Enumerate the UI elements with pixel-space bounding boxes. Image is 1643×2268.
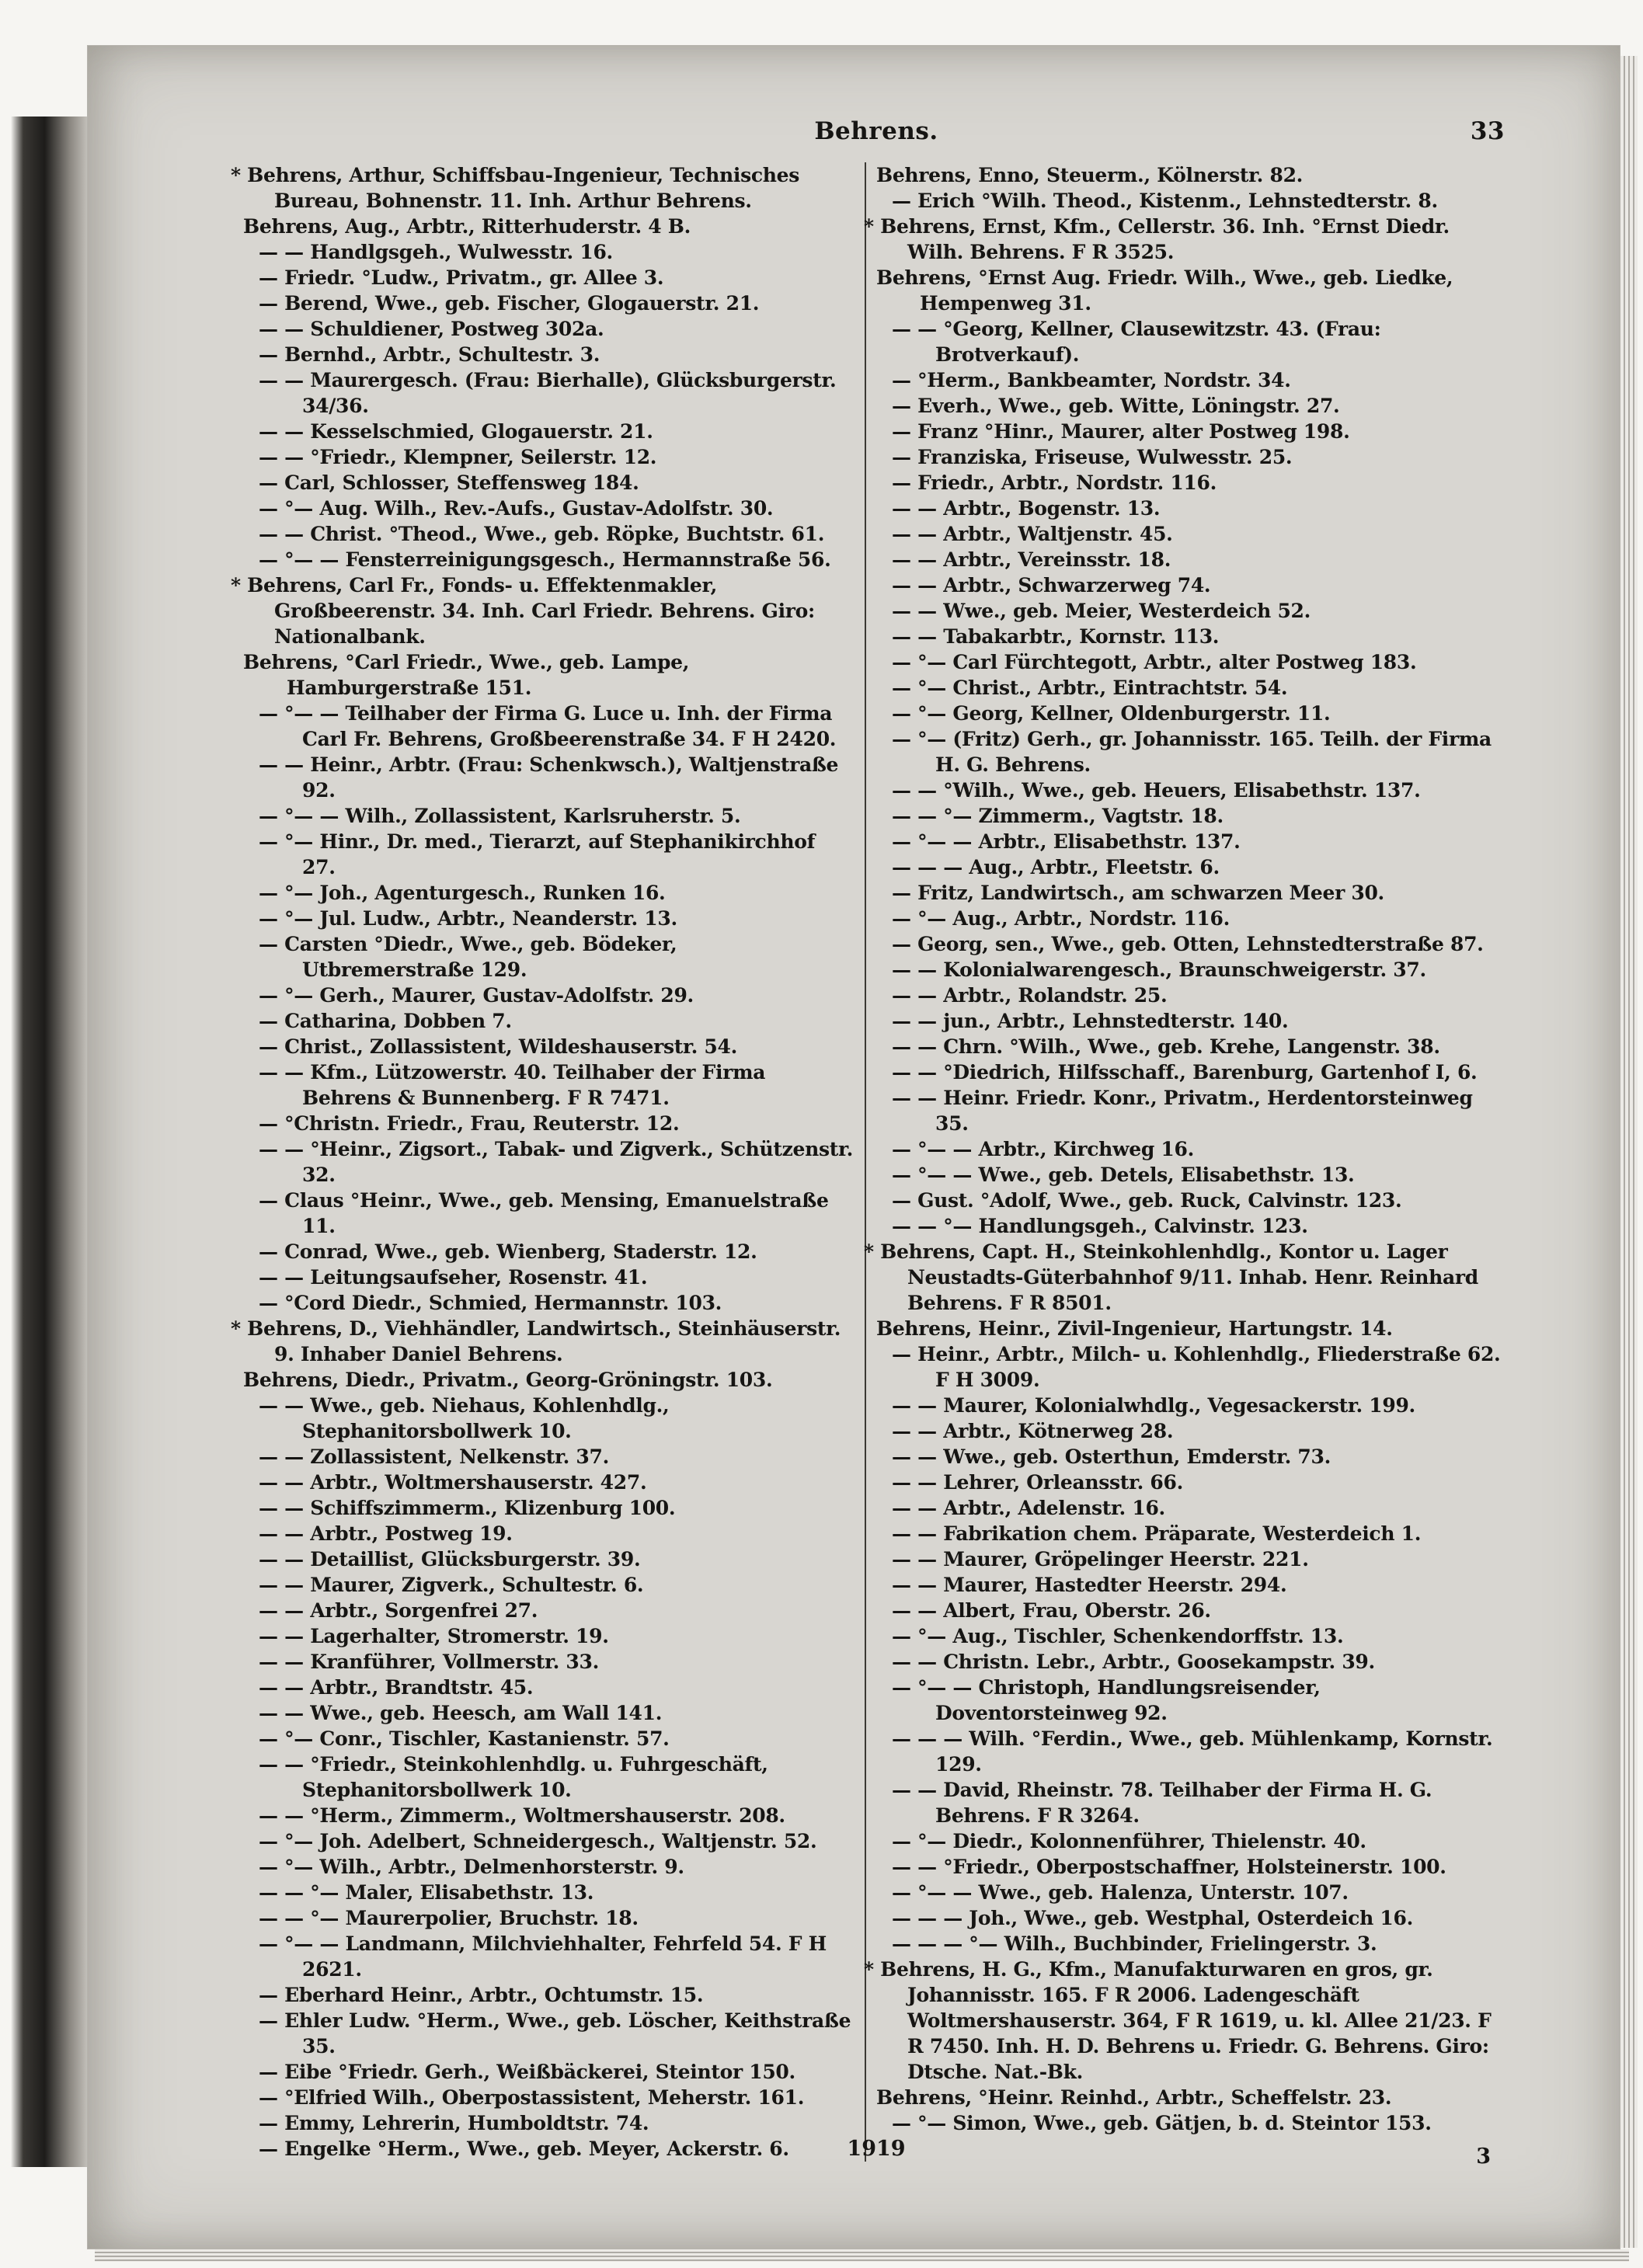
directory-entry: — Carl, Schlosser, Steffensweg 184. xyxy=(259,471,639,494)
directory-entry: — — Lagerhalter, Stromerstr. 19. xyxy=(259,1625,609,1647)
directory-entry: — Franziska, Friseuse, Wulwesstr. 25. xyxy=(892,446,1293,468)
directory-entry: — — Schiffszimmerm., Klizenburg 100. xyxy=(259,1497,676,1519)
directory-entry: Behrens, °Carl Friedr., Wwe., geb. Lampe, Hamburgerstraße 151. xyxy=(243,651,690,699)
directory-entry: — — Wwe., geb. Niehaus, Kohlenhdlg., Stephanitorsbollwerk 10. xyxy=(259,1394,670,1442)
directory-entry: — — Arbtr., Rolandstr. 25. xyxy=(892,984,1168,1007)
directory-entry: — — — °— Wilh., Buchbinder, Frielingerstr. 3. xyxy=(892,1932,1377,1955)
directory-entry: Behrens, Heinr., Zivil-Ingenieur, Hartungstr. 14. xyxy=(876,1317,1393,1340)
directory-entry: — — Christn. Lebr., Arbtr., Goosekampstr. 39. xyxy=(892,1651,1375,1673)
directory-entry: — — Zollassistent, Nelkenstr. 37. xyxy=(259,1445,609,1468)
directory-entry: — Eberhard Heinr., Arbtr., Ochtumstr. 15. xyxy=(259,1984,704,2006)
directory-entry: * Behrens, D., Viehhändler, Landwirtsch., Steinhäuserstr. 9. Inhaber Daniel Behrens. xyxy=(231,1317,841,1365)
directory-entry: — — Arbtr., Vereinsstr. 18. xyxy=(892,548,1171,571)
directory-entry: — — David, Rheinstr. 78. Teilhaber der Firma H. G. Behrens. F R 3264. xyxy=(892,1779,1432,1827)
directory-entry: — — Arbtr., Schwarzerweg 74. xyxy=(892,574,1211,597)
directory-entry: — — Arbtr., Postweg 19. xyxy=(259,1522,513,1545)
directory-entry: — — °Herm., Zimmerm., Woltmershauserstr. 208. xyxy=(259,1804,785,1827)
directory-entry: — — — Joh., Wwe., geb. Westphal, Osterdeich 16. xyxy=(892,1907,1413,1929)
directory-entry: — °Cord Diedr., Schmied, Hermannstr. 103. xyxy=(259,1292,722,1314)
directory-entry: — Bernhd., Arbtr., Schultestr. 3. xyxy=(259,343,600,366)
directory-entry: — Friedr. °Ludw., Privatm., gr. Allee 3. xyxy=(259,266,664,289)
directory-entry: — — Lehrer, Orleansstr. 66. xyxy=(892,1471,1184,1494)
directory-entry: Behrens, Diedr., Privatm., Georg-Gröningstr. 103. xyxy=(243,1369,773,1391)
directory-entry: — °— — Arbtr., Elisabethstr. 137. xyxy=(892,830,1241,853)
directory-entry: — — Heinr., Arbtr. (Frau: Schenkwsch.), Waltjenstraße 92. xyxy=(259,753,839,802)
directory-entry: — — Kesselschmied, Glogauerstr. 21. xyxy=(259,420,653,443)
directory-entry: — °— Joh., Agenturgesch., Runken 16. xyxy=(259,882,666,904)
directory-entry: — — °— Handlungsgeh., Calvinstr. 123. xyxy=(892,1215,1308,1237)
directory-entry: — Friedr., Arbtr., Nordstr. 116. xyxy=(892,471,1217,494)
directory-entry: — Georg, sen., Wwe., geb. Otten, Lehnstedterstraße 87. xyxy=(892,933,1484,955)
footer-year: 1919 xyxy=(847,2137,906,2161)
directory-entry: — °— Aug., Arbtr., Nordstr. 116. xyxy=(892,907,1231,930)
directory-entry: — — Maurer, Gröpelinger Heerstr. 221. xyxy=(892,1548,1309,1571)
directory-entry: — Fritz, Landwirtsch., am schwarzen Meer 30. xyxy=(892,882,1384,904)
directory-entry: — °Christn. Friedr., Frau, Reuterstr. 12. xyxy=(259,1112,680,1135)
directory-entry: — Carsten °Diedr., Wwe., geb. Bödeker, Utbremerstraße 129. xyxy=(259,933,677,981)
directory-entry: — Ehler Ludw. °Herm., Wwe., geb. Löscher, Keithstraße 35. xyxy=(259,2009,851,2058)
directory-entry: Behrens, °Ernst Aug. Friedr. Wilh., Wwe., geb. Liedke, Hempenweg 31. xyxy=(876,266,1453,315)
directory-entry: — — Arbtr., Bogenstr. 13. xyxy=(892,497,1161,520)
footer-sheet-number: 3 xyxy=(1476,2145,1491,2169)
directory-entry: — Gust. °Adolf, Wwe., geb. Ruck, Calvinstr. 123. xyxy=(892,1189,1402,1212)
directory-entry: — Franz °Hinr., Maurer, alter Postweg 198. xyxy=(892,420,1350,443)
directory-entry: — °— Hinr., Dr. med., Tierarzt, auf Stephanikirchhof 27. xyxy=(259,830,816,878)
directory-entry: — — Christ. °Theod., Wwe., geb. Röpke, Buchtstr. 61. xyxy=(259,523,825,545)
directory-entry: — Emmy, Lehrerin, Humboldtstr. 74. xyxy=(259,2112,649,2134)
directory-entry: — °— — Christoph, Handlungsreisender, Doventorsteinweg 92. xyxy=(892,1676,1321,1724)
directory-entry: — Erich °Wilh. Theod., Kistenm., Lehnstedterstr. 8. xyxy=(892,190,1438,212)
directory-entry: * Behrens, Ernst, Kfm., Cellerstr. 36. Inh. °Ernst Diedr. Wilh. Behrens. F R 3525. xyxy=(864,215,1450,263)
directory-entry: — — Kfm., Lützowerstr. 40. Teilhaber der Firma Behrens & Bunnenberg. F R 7471. xyxy=(259,1061,766,1109)
directory-entry: — °— — Wwe., geb. Detels, Elisabethstr. 13. xyxy=(892,1164,1355,1186)
directory-entry: — — — Wilh. °Ferdin., Wwe., geb. Mühlenkamp, Kornstr. 129. xyxy=(892,1727,1493,1776)
page-number: 33 xyxy=(1470,117,1505,145)
directory-entry: * Behrens, Capt. H., Steinkohlenhdlg., Kontor u. Lager Neustadts-Güterbahnhof 9/11. Inhab. Henr. Reinhard Behrens. F R 8501. xyxy=(864,1240,1478,1314)
directory-entry: — — Chrn. °Wilh., Wwe., geb. Krehe, Langenstr. 38. xyxy=(892,1035,1440,1058)
directory-entry: — Engelke °Herm., Wwe., geb. Meyer, Ackerstr. 6. xyxy=(259,2138,789,2160)
directory-entry: Behrens, °Heinr. Reinhd., Arbtr., Scheffelstr. 23. xyxy=(876,2086,1392,2109)
directory-entry: — — Schuldiener, Postweg 302a. xyxy=(259,318,604,340)
book-spine-shadow xyxy=(0,117,89,2167)
directory-entry: — — °— Maurerpolier, Bruchstr. 18. xyxy=(259,1907,639,1929)
directory-entry: — — °Friedr., Klempner, Seilerstr. 12. xyxy=(259,446,657,468)
directory-entry: — — °Wilh., Wwe., geb. Heuers, Elisabethstr. 137. xyxy=(892,779,1421,802)
directory-entry: — — Handlgsgeh., Wulwesstr. 16. xyxy=(259,241,613,263)
directory-entry: — — °— Maler, Elisabethstr. 13. xyxy=(259,1881,594,1904)
column-divider xyxy=(865,162,866,2162)
directory-entry: — — Wwe., geb. Meier, Westerdeich 52. xyxy=(892,600,1311,622)
directory-entry: * Behrens, H. G., Kfm., Manufakturwaren en gros, gr. Johannisstr. 165. F R 2006. Ladengeschäft Woltmershauserstr. 364, F R 1619, u. kl. Allee 21/23. F R 7450. Inh. H. D. Behrens u. Friedr. G. Behrens. Giro: Dtsche. Nat.-Bk. xyxy=(864,1958,1492,2083)
directory-entry: — °— Simon, Wwe., geb. Gätjen, b. d. Steintor 153. xyxy=(892,2112,1432,2134)
directory-content xyxy=(231,162,1509,2162)
directory-entry: — — Albert, Frau, Oberstr. 26. xyxy=(892,1599,1211,1622)
directory-entry: — °— Carl Fürchtegott, Arbtr., alter Postweg 183. xyxy=(892,651,1417,673)
directory-entry: — — Tabakarbtr., Kornstr. 113. xyxy=(892,625,1220,648)
directory-entry: — — °Heinr., Zigsort., Tabak- und Zigverk., Schützenstr. 32. xyxy=(259,1138,854,1186)
directory-entry: — °— — Teilhaber der Firma G. Luce u. Inh. der Firma Carl Fr. Behrens, Großbeerenstraße 34. F H 2420. xyxy=(259,702,837,750)
directory-entry: — °— Jul. Ludw., Arbtr., Neanderstr. 13. xyxy=(259,907,677,930)
directory-entry: Behrens, Enno, Steuerm., Kölnerstr. 82. xyxy=(876,164,1304,186)
page-footer xyxy=(243,2137,1509,2169)
directory-entry: — — Arbtr., Adelenstr. 16. xyxy=(892,1497,1165,1519)
directory-entry: — — °Friedr., Oberpostschaffner, Holsteinerstr. 100. xyxy=(892,1856,1446,1878)
directory-entry: — — Arbtr., Sorgenfrei 27. xyxy=(259,1599,538,1622)
directory-entry: — °— Aug. Wilh., Rev.-Aufs., Gustav-Adolfstr. 30. xyxy=(259,497,774,520)
directory-entry: — °— Wilh., Arbtr., Delmenhorsterstr. 9. xyxy=(259,1856,684,1878)
directory-entry: — °Herm., Bankbeamter, Nordstr. 34. xyxy=(892,369,1291,391)
directory-entry: — °— Christ., Arbtr., Eintrachtstr. 54. xyxy=(892,677,1288,699)
directory-entry: — — Kranführer, Vollmerstr. 33. xyxy=(259,1651,600,1673)
directory-entry: — °— — Arbtr., Kirchweg 16. xyxy=(892,1138,1194,1160)
page-stack-edge-bottom xyxy=(95,2249,1629,2262)
directory-entry: — — °Friedr., Steinkohlenhdlg. u. Fuhrgeschäft, Stephanitorsbollwerk 10. xyxy=(259,1753,768,1801)
directory-entry: — Christ., Zollassistent, Wildeshauserstr. 54. xyxy=(259,1035,737,1058)
directory-entry: — Berend, Wwe., geb. Fischer, Glogauerstr. 21. xyxy=(259,292,760,315)
directory-entry: — — °Diedrich, Hilfsschaff., Barenburg, Gartenhof I, 6. xyxy=(892,1061,1478,1084)
directory-entry: — — Heinr. Friedr. Konr., Privatm., Herdentorsteinweg 35. xyxy=(892,1087,1473,1135)
page-header xyxy=(243,117,1509,145)
directory-entry: — — Fabrikation chem. Präparate, Westerdeich 1. xyxy=(892,1522,1422,1545)
directory-entry: — °— Joh. Adelbert, Schneidergesch., Waltjenstr. 52. xyxy=(259,1830,817,1852)
directory-entry: — — Wwe., geb. Osterthun, Emderstr. 73. xyxy=(892,1445,1331,1468)
directory-entry: — °— Conr., Tischler, Kastanienstr. 57. xyxy=(259,1727,670,1750)
left-column xyxy=(231,162,854,2162)
directory-entry: — — Maurer, Hastedter Heerstr. 294. xyxy=(892,1574,1287,1596)
page-stack-edge-right xyxy=(1620,56,1638,2248)
directory-page xyxy=(87,45,1620,2249)
directory-entry: — °Elfried Wilh., Oberpostassistent, Meherstr. 161. xyxy=(259,2086,805,2109)
directory-entry: — Conrad, Wwe., geb. Wienberg, Staderstr. 12. xyxy=(259,1240,757,1263)
directory-entry: — Claus °Heinr., Wwe., geb. Mensing, Emanuelstraße 11. xyxy=(259,1189,829,1237)
directory-entry: — — Maurer, Zigverk., Schultestr. 6. xyxy=(259,1574,644,1596)
directory-entry: — — Detaillist, Glücksburgerstr. 39. xyxy=(259,1548,641,1571)
directory-entry: — °— — Landmann, Milchviehhalter, Fehrfeld 54. F H 2621. xyxy=(259,1932,827,1981)
directory-entry: — — Arbtr., Waltjenstr. 45. xyxy=(892,523,1173,545)
directory-entry: — °— Gerh., Maurer, Gustav-Adolfstr. 29. xyxy=(259,984,694,1007)
directory-entry: — — Maurer, Kolonialwhdlg., Vegesackerstr. 199. xyxy=(892,1394,1415,1417)
directory-entry: — — Maurergesch. (Frau: Bierhalle), Glücksburgerstr. 34/36. xyxy=(259,369,837,417)
directory-entry: — °— — Wwe., geb. Halenza, Unterstr. 107. xyxy=(892,1881,1349,1904)
directory-entry: — — °Georg, Kellner, Clausewitzstr. 43. (Frau: Brotverkauf). xyxy=(892,318,1381,366)
directory-entry: — °— — Fensterreinigungsgesch., Hermannstraße 56. xyxy=(259,548,831,571)
directory-entry: — °— Diedr., Kolonnenführer, Thielenstr. 40. xyxy=(892,1830,1366,1852)
running-title: Behrens. xyxy=(814,117,938,145)
directory-entry: — °— — Wilh., Zollassistent, Karlsruherstr. 5. xyxy=(259,805,741,827)
directory-entry: — Eibe °Friedr. Gerh., Weißbäckerei, Steintor 150. xyxy=(259,2061,795,2083)
directory-entry: — °— (Fritz) Gerh., gr. Johannisstr. 165. Teilh. der Firma H. G. Behrens. xyxy=(892,728,1492,776)
directory-entry: * Behrens, Carl Fr., Fonds- u. Effektenmakler, Großbeerenstr. 34. Inh. Carl Friedr. Behrens. Giro: Nationalbank. xyxy=(231,574,815,648)
directory-entry: — — Wwe., geb. Heesch, am Wall 141. xyxy=(259,1702,663,1724)
directory-entry: — — Leitungsaufseher, Rosenstr. 41. xyxy=(259,1266,648,1289)
directory-entry: — Catharina, Dobben 7. xyxy=(259,1010,512,1032)
directory-entry: — — °— Zimmerm., Vagtstr. 18. xyxy=(892,805,1224,827)
directory-entry: * Behrens, Arthur, Schiffsbau-Ingenieur, Technisches Bureau, Bohnenstr. 11. Inh. Arthur Behrens. xyxy=(231,164,800,212)
right-column xyxy=(864,162,1509,2162)
directory-entry: — — Arbtr., Kötnerweg 28. xyxy=(892,1420,1174,1442)
directory-entry: — — Arbtr., Woltmershauserstr. 427. xyxy=(259,1471,647,1494)
directory-entry: — — — Aug., Arbtr., Fleetstr. 6. xyxy=(892,856,1220,878)
directory-entry: — — Arbtr., Brandtstr. 45. xyxy=(259,1676,534,1699)
directory-entry: — — Kolonialwarengesch., Braunschweigerstr. 37. xyxy=(892,958,1426,981)
directory-entry: — °— Georg, Kellner, Oldenburgerstr. 11. xyxy=(892,702,1331,725)
directory-entry: — — jun., Arbtr., Lehnstedterstr. 140. xyxy=(892,1010,1289,1032)
directory-entry: — Heinr., Arbtr., Milch- u. Kohlenhdlg., Fliederstraße 62. F H 3009. xyxy=(892,1343,1501,1391)
directory-entry: — Everh., Wwe., geb. Witte, Löningstr. 27. xyxy=(892,395,1340,417)
directory-entry: Behrens, Aug., Arbtr., Ritterhuderstr. 4 B. xyxy=(243,215,691,238)
directory-entry: — °— Aug., Tischler, Schenkendorffstr. 13. xyxy=(892,1625,1344,1647)
